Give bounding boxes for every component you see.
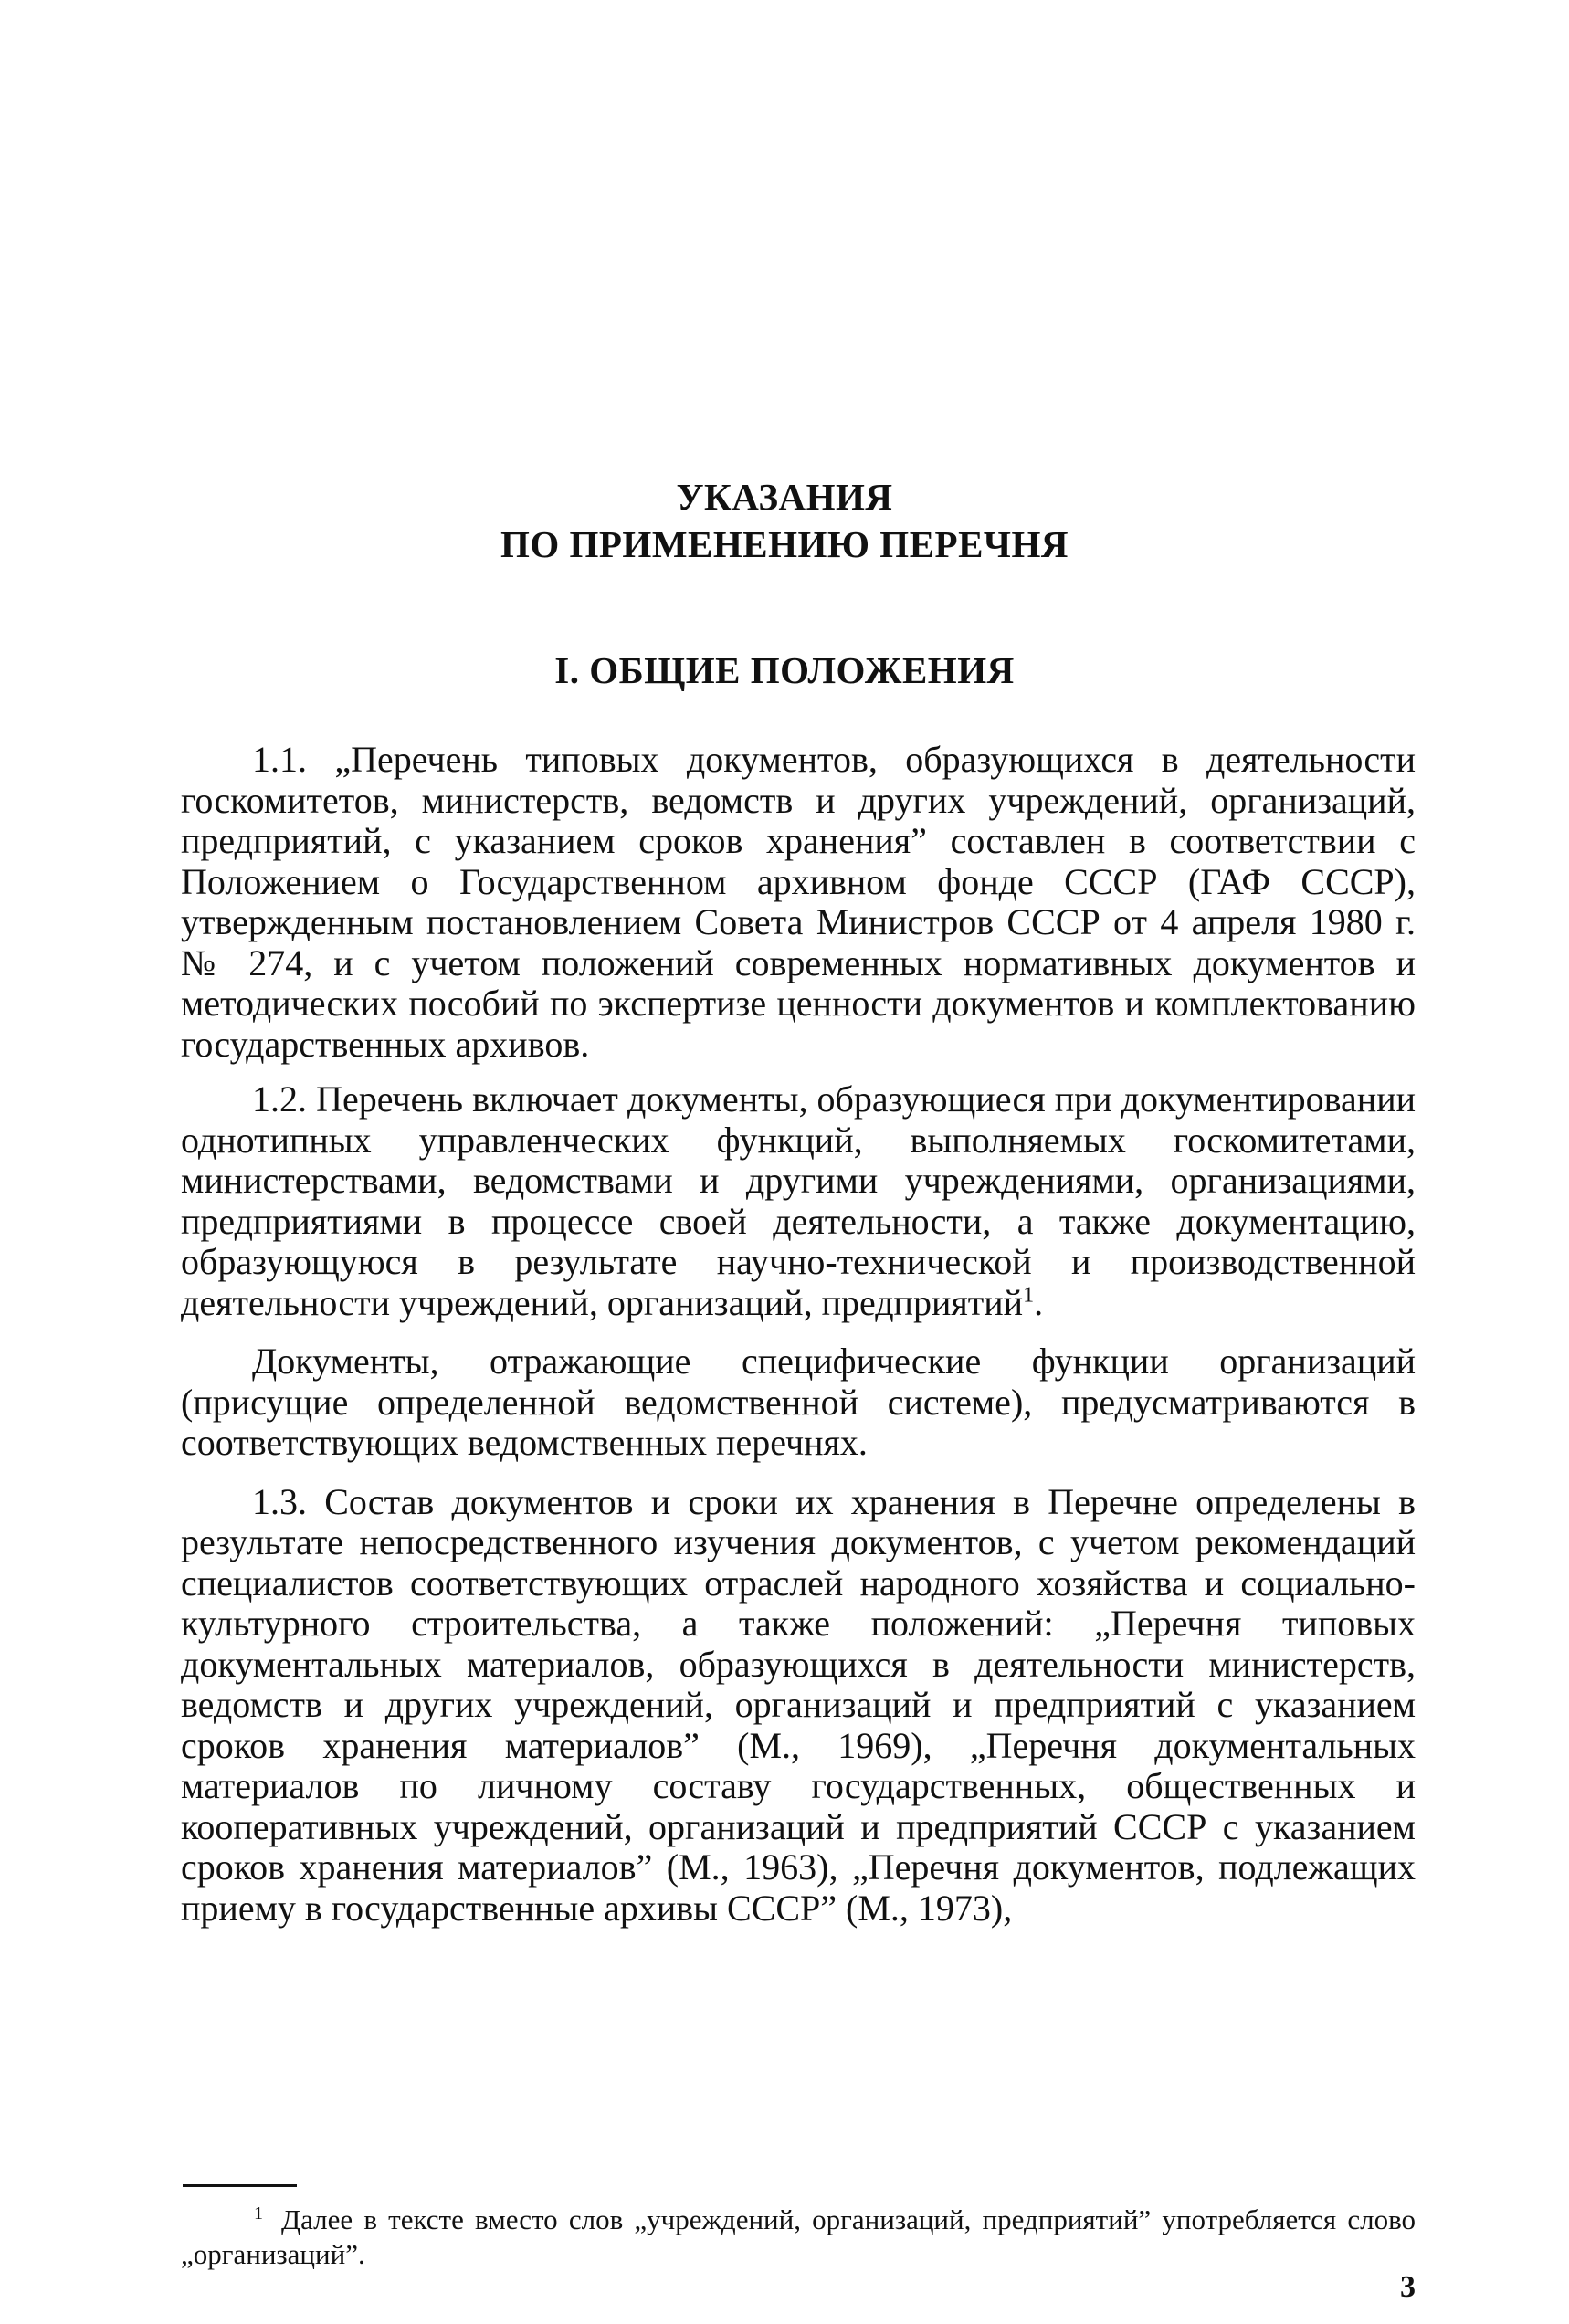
title-line-2: ПО ПРИМЕНЕНИЮ ПЕРЕЧНЯ <box>500 523 1069 565</box>
footnote <box>181 2203 1416 2272</box>
footnote-divider <box>183 2184 297 2187</box>
page-number: 3 <box>1400 2270 1416 2304</box>
body-text <box>181 740 1416 1943</box>
paragraph-1-2-end: . <box>1034 1281 1044 1323</box>
paragraph-1-2 <box>181 1079 1416 1323</box>
paragraph-1-1: 1.1. „Перечень типовых документов, образующихся в деятельности госкомитетов, министерств, ведомств и других учреждений, организаций, предприятий, с указанием сроков хранения” составлен в соответствии с Положением о Государственном архивном фонде СССР (ГАФ СССР), утвержденным постановлением Совета Министров СССР от 4 апреля 1980 г. № 274, и с учетом положений современных нормативных документов и методических пособий по экспертизе ценности документов и комплектованию государственных архивов. <box>181 739 1416 1065</box>
section-heading: I. ОБЩИЕ ПОЛОЖЕНИЯ <box>554 649 1015 691</box>
paragraph-specific-functions: Документы, отражающие специфические функции организаций (присущие определенной ведомственной системе), предусматриваются в соответствующих ведомственных перечнях. <box>181 1341 1416 1463</box>
footnote-text: Далее в тексте вместо слов „учреждений, организаций, предприятий” употребляется слово „организаций”. <box>181 2203 1416 2270</box>
document-title <box>0 473 1569 568</box>
footnote-mark: 1 <box>254 2203 263 2224</box>
paragraph-1-3: 1.3. Состав документов и сроки их хранения в Перечне определены в результате непосредственного изучения документов, с учетом рекомендаций специалистов соответствующих отраслей народного хозяйства и социально-культурного строительства, а также положений: „Перечня типовых документальных материалов, образующихся в деятельности министерств, ведомств и других учреждений, организаций и предприятий с указанием сроков хранения материалов” (М., 1969), „Перечня документальных материалов по личному составу государственных, общественных и кооперативных учреждений, организаций и предприятий СССР с указанием сроков хранения материалов” (М., 1963), „Перечня документов, подлежащих приему в государственные архивы СССР” (М., 1973), <box>181 1480 1416 1929</box>
title-line-1: УКАЗАНИЯ <box>676 476 893 518</box>
footnote-reference: 1 <box>1023 1283 1035 1308</box>
paragraph-1-2-text: 1.2. Перечень включает документы, образующиеся при документировании однотипных управленческих функций, выполняемых госкомитетами, министерствами, ведомствами и другими учреждениями, организациями, предприятиями в процессе своей деятельности, а также документацию, образующуюся в результате научно-технической и производственной деятельности учреждений, организаций, предприятий <box>181 1078 1416 1323</box>
